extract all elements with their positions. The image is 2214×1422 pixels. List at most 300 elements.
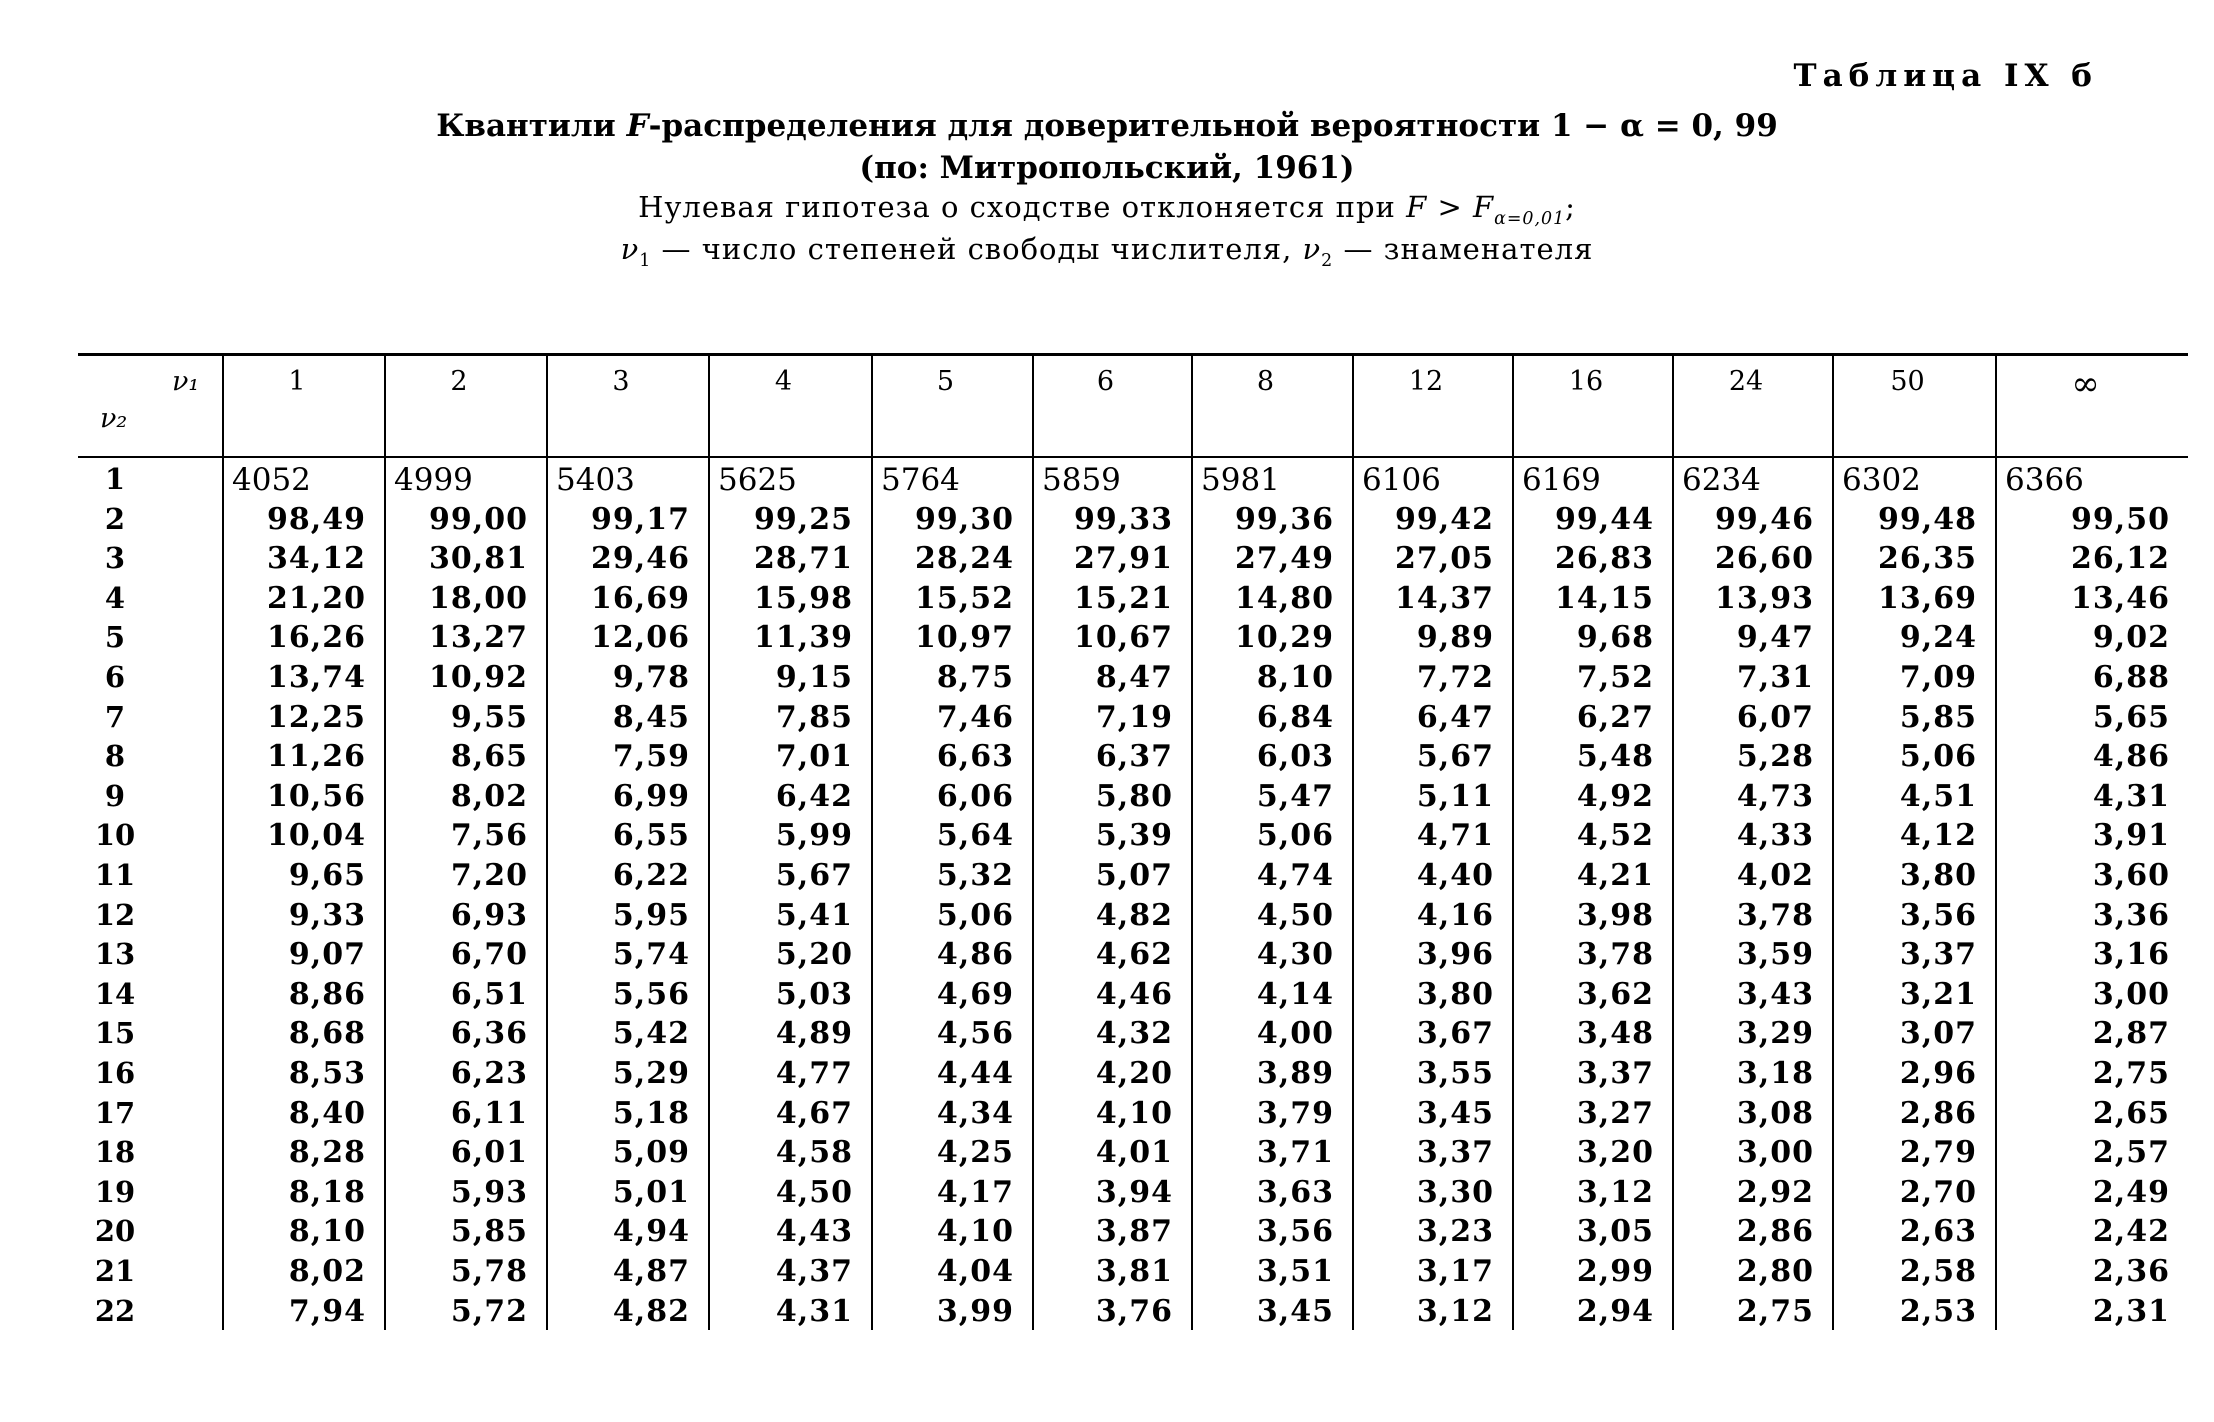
table-cell: 8,10 — [1256, 660, 1334, 695]
table-cell: 8,18 — [288, 1174, 366, 1210]
column-header: 24 — [1728, 366, 1764, 397]
table-cell: 3,36 — [2092, 897, 2170, 933]
table-cell: 99,30 — [915, 501, 1014, 537]
table-cell: 34,12 — [267, 541, 366, 577]
table-cell: 8,65 — [450, 739, 528, 775]
table-cell: 8,68 — [288, 1016, 366, 1052]
table-cell: 29,46 — [591, 541, 690, 577]
table-cell: 21,20 — [267, 580, 366, 616]
table-cell: 6,84 — [1256, 699, 1334, 735]
column-header: ∞ — [2071, 364, 2100, 404]
table-cell: 26,12 — [2071, 541, 2170, 577]
table-cell: 3,81 — [1095, 1254, 1173, 1289]
table-cell: 26,60 — [1715, 541, 1814, 577]
table-cell: 3,23 — [1416, 1214, 1494, 1250]
table-header-rule — [78, 456, 2188, 458]
table-cell: 11,39 — [754, 620, 853, 656]
table-cell: 3,18 — [1736, 1056, 1814, 1091]
row-label-nu2: 3 — [104, 541, 126, 576]
table-cell: 3,71 — [1256, 1135, 1334, 1171]
row-label-nu2: 2 — [104, 501, 126, 536]
table-cell: 7,19 — [1095, 699, 1173, 735]
table-cell: 2,70 — [1899, 1174, 1977, 1210]
table-cell: 8,47 — [1095, 660, 1173, 695]
table-title — [0, 108, 2214, 144]
column-divider — [1995, 353, 1997, 1330]
table-cell: 3,45 — [1256, 1293, 1334, 1329]
table-cell: 3,12 — [1416, 1293, 1494, 1329]
table-cell: 4,44 — [936, 1056, 1014, 1091]
table-cell: 3,76 — [1095, 1293, 1173, 1329]
row-label-nu2: 11 — [94, 858, 136, 892]
table-cell: 6,07 — [1736, 699, 1814, 735]
table-cell: 6,37 — [1095, 739, 1173, 775]
table-cell: 4,17 — [936, 1174, 1014, 1210]
table-cell: 3,07 — [1899, 1016, 1977, 1052]
table-cell: 3,96 — [1416, 937, 1494, 973]
column-header: 50 — [1890, 366, 1925, 397]
table-cell: 4,01 — [1095, 1135, 1173, 1171]
table-cell: 3,60 — [2092, 858, 2170, 893]
table-cell: 5,47 — [1256, 778, 1334, 814]
table-cell: 4,50 — [1256, 897, 1334, 933]
header-nu1-label: ν₁ — [172, 366, 200, 397]
column-header: 1 — [288, 366, 306, 397]
table-cell: 4,56 — [936, 1016, 1014, 1052]
table-cell: 7,56 — [450, 818, 528, 854]
table-cell: 14,80 — [1235, 580, 1334, 616]
table-cell: 5,03 — [775, 976, 853, 1012]
table-cell: 5859 — [1042, 462, 1121, 498]
table-cell: 11,26 — [267, 739, 366, 775]
table-cell: 3,51 — [1256, 1254, 1334, 1289]
table-cell: 4,14 — [1256, 976, 1334, 1012]
row-label-nu2: 10 — [94, 818, 136, 853]
title-prefix: Квантили — [436, 108, 627, 144]
table-cell: 4999 — [394, 462, 473, 498]
table-cell: 2,94 — [1576, 1293, 1654, 1329]
table-cell: 5981 — [1201, 462, 1280, 498]
table-cell: 2,75 — [1736, 1293, 1814, 1329]
table-cell: 3,37 — [1576, 1056, 1654, 1091]
table-cell: 4,50 — [775, 1174, 853, 1210]
table-cell: 2,36 — [2092, 1254, 2170, 1289]
table-cell: 27,91 — [1074, 541, 1173, 577]
table-cell: 8,02 — [450, 778, 528, 814]
table-cell: 6,27 — [1576, 699, 1654, 735]
table-cell: 3,37 — [1899, 937, 1977, 973]
table-cell: 3,45 — [1416, 1095, 1494, 1131]
row-label-nu2: 18 — [94, 1135, 136, 1170]
table-cell: 2,75 — [2092, 1056, 2170, 1091]
table-cell: 10,92 — [429, 660, 528, 695]
table-cell: 5,39 — [1095, 818, 1173, 854]
row-label-nu2: 6 — [104, 660, 126, 694]
table-cell: 3,29 — [1736, 1016, 1814, 1052]
table-cell: 4,00 — [1256, 1016, 1334, 1052]
table-cell: 6366 — [2005, 462, 2084, 498]
table-cell: 6,06 — [936, 778, 1014, 814]
table-cell: 3,99 — [936, 1293, 1014, 1329]
note-middle: — число степеней свободы числителя, — [651, 232, 1303, 266]
table-cell: 3,78 — [1736, 897, 1814, 933]
note-prefix: Нулевая гипотеза о сходстве отклоняется при — [638, 190, 1407, 224]
table-cell: 4,04 — [936, 1254, 1014, 1289]
row-label-nu2: 17 — [94, 1095, 136, 1130]
row-label-nu2: 15 — [94, 1016, 136, 1051]
table-cell: 99,25 — [754, 501, 853, 537]
table-top-rule — [78, 353, 2188, 356]
table-cell: 4,37 — [775, 1254, 853, 1289]
table-cell: 6169 — [1522, 462, 1601, 498]
nu2-subscript: 2 — [1321, 250, 1334, 271]
table-cell: 9,33 — [288, 897, 366, 933]
table-cell: 4,69 — [936, 976, 1014, 1012]
table-cell: 5,85 — [450, 1214, 528, 1250]
row-label-nu2: 5 — [104, 620, 126, 655]
table-cell: 5,80 — [1095, 778, 1173, 814]
table-cell: 98,49 — [267, 501, 366, 537]
table-cell: 2,80 — [1736, 1254, 1814, 1289]
table-cell: 3,27 — [1576, 1095, 1654, 1131]
row-label-nu2: 14 — [94, 976, 136, 1011]
table-cell: 4,33 — [1736, 818, 1814, 854]
table-cell: 5,56 — [612, 976, 690, 1012]
table-cell: 2,96 — [1899, 1056, 1977, 1091]
table-cell: 6,11 — [450, 1095, 528, 1131]
table-cell: 6,93 — [450, 897, 528, 933]
table-cell: 4,40 — [1416, 858, 1494, 893]
table-cell: 3,62 — [1576, 976, 1654, 1012]
table-cell: 4,02 — [1736, 858, 1814, 893]
table-cell: 7,59 — [612, 739, 690, 775]
note-alpha-subscript: α=0,01 — [1494, 208, 1566, 229]
table-cell: 5,11 — [1416, 778, 1494, 814]
table-cell: 6106 — [1362, 462, 1441, 498]
table-cell: 5,41 — [775, 897, 853, 933]
table-cell: 10,04 — [267, 818, 366, 854]
table-cell: 99,00 — [429, 501, 528, 537]
note-end: — знаменателя — [1333, 232, 1594, 266]
table-cell: 3,16 — [2092, 937, 2170, 973]
table-cell: 6,70 — [450, 937, 528, 973]
table-cell: 6,51 — [450, 976, 528, 1012]
table-cell: 4,73 — [1736, 778, 1814, 814]
table-cell: 3,94 — [1095, 1174, 1173, 1210]
table-cell: 4,51 — [1899, 778, 1977, 814]
table-cell: 6302 — [1842, 462, 1921, 498]
table-cell: 99,48 — [1878, 501, 1977, 537]
row-label-nu2: 21 — [94, 1254, 136, 1288]
table-cell: 26,35 — [1878, 541, 1977, 577]
table-cell: 99,36 — [1235, 501, 1334, 537]
table-cell: 8,75 — [936, 660, 1014, 695]
table-cell: 9,15 — [775, 660, 853, 695]
table-cell: 6,63 — [936, 739, 1014, 775]
table-cell: 3,20 — [1576, 1135, 1654, 1171]
table-cell: 5403 — [556, 462, 635, 498]
row-label-nu2: 9 — [104, 778, 126, 813]
nu2-symbol: ν — [1302, 232, 1322, 266]
table-cell: 28,24 — [915, 541, 1014, 577]
table-number-label: Таблица IX б — [1793, 58, 2098, 94]
table-cell: 12,06 — [591, 620, 690, 656]
table-cell: 28,71 — [754, 541, 853, 577]
header-nu2-label: ν₂ — [100, 403, 128, 434]
table-cell: 3,05 — [1576, 1214, 1654, 1250]
table-source: (по: Митропольский, 1961) — [859, 150, 1355, 186]
table-cell: 4,87 — [612, 1254, 690, 1289]
table-cell: 5,99 — [775, 818, 853, 854]
table-cell: 4,16 — [1416, 897, 1494, 933]
table-cell: 4,43 — [775, 1214, 853, 1250]
table-cell: 5,48 — [1576, 739, 1654, 775]
table-cell: 6,99 — [612, 778, 690, 814]
table-cell: 5,06 — [1899, 739, 1977, 775]
table-cell: 7,52 — [1576, 660, 1654, 695]
column-header: 2 — [450, 366, 468, 397]
row-label-nu2: 7 — [104, 699, 126, 734]
table-cell: 4,10 — [1095, 1095, 1173, 1131]
table-cell: 9,65 — [288, 858, 366, 893]
table-cell: 3,12 — [1576, 1174, 1654, 1210]
table-cell: 3,78 — [1576, 937, 1654, 973]
table-cell: 7,09 — [1899, 660, 1977, 695]
note-suffix: ; — [1565, 190, 1576, 224]
table-cell: 4,58 — [775, 1135, 853, 1171]
table-cell: 3,55 — [1416, 1056, 1494, 1091]
table-cell: 14,37 — [1395, 580, 1494, 616]
table-cell: 7,31 — [1736, 660, 1814, 695]
table-cell: 9,47 — [1736, 620, 1814, 656]
table-cell: 4,82 — [1095, 897, 1173, 933]
table-cell: 3,80 — [1416, 976, 1494, 1012]
row-label-nu2: 20 — [94, 1214, 136, 1249]
row-label-nu2: 13 — [94, 937, 136, 972]
table-cell: 9,89 — [1416, 620, 1494, 656]
table-cell: 27,05 — [1395, 541, 1494, 577]
column-header: 4 — [774, 366, 793, 397]
table-cell: 8,45 — [612, 699, 690, 735]
table-cell: 3,30 — [1416, 1174, 1494, 1210]
table-cell: 5,20 — [775, 937, 853, 973]
table-cell: 5,74 — [612, 937, 690, 973]
table-cell: 8,02 — [288, 1254, 366, 1289]
table-cell: 5625 — [718, 462, 797, 498]
table-cell: 4,62 — [1095, 937, 1173, 973]
degrees-of-freedom-note — [0, 232, 2214, 271]
column-header: 6 — [1096, 366, 1115, 397]
table-cell: 5,42 — [612, 1016, 690, 1052]
table-cell: 99,17 — [591, 501, 690, 537]
table-cell: 4,12 — [1899, 818, 1977, 854]
row-label-nu2: 4 — [104, 580, 126, 615]
table-cell: 5,95 — [612, 897, 690, 933]
table-cell: 4,86 — [936, 937, 1014, 973]
table-cell: 4,82 — [612, 1293, 690, 1329]
table-cell: 4,20 — [1095, 1056, 1173, 1091]
table-cell: 3,08 — [1736, 1095, 1814, 1131]
table-cell: 9,68 — [1576, 620, 1654, 656]
table-cell: 5,09 — [612, 1135, 690, 1171]
table-cell: 5,93 — [450, 1174, 528, 1210]
table-cell: 12,25 — [267, 699, 366, 735]
table-cell: 8,40 — [288, 1095, 366, 1131]
table-cell: 5,29 — [612, 1056, 690, 1091]
column-header: 16 — [1568, 366, 1604, 397]
column-header: 12 — [1408, 366, 1444, 397]
column-header: 3 — [612, 366, 630, 397]
table-cell: 4,94 — [612, 1214, 690, 1250]
table-cell: 2,65 — [2092, 1095, 2170, 1131]
table-cell: 2,63 — [1899, 1214, 1977, 1250]
table-cell: 13,46 — [2071, 580, 2170, 616]
nu1-subscript: 1 — [639, 250, 652, 271]
table-cell: 2,87 — [2092, 1016, 2170, 1052]
table-cell: 8,86 — [288, 976, 366, 1012]
table-cell: 3,89 — [1256, 1056, 1334, 1091]
table-cell: 5,01 — [612, 1174, 690, 1210]
table-cell: 2,86 — [1736, 1214, 1814, 1250]
table-cell: 4052 — [232, 462, 311, 498]
table-cell: 10,67 — [1074, 620, 1173, 656]
table-cell: 7,46 — [936, 699, 1014, 735]
table-cell: 3,00 — [1736, 1135, 1814, 1171]
null-hypothesis-note — [0, 190, 2214, 229]
table-cell: 3,79 — [1256, 1095, 1334, 1131]
table-cell: 2,53 — [1899, 1293, 1977, 1329]
table-cell: 5,67 — [775, 858, 853, 893]
table-cell: 5,06 — [1256, 818, 1334, 854]
table-cell: 5,85 — [1899, 699, 1977, 735]
table-cell: 3,87 — [1095, 1214, 1173, 1250]
table-cell: 9,55 — [450, 699, 528, 735]
table-cell: 4,46 — [1095, 976, 1173, 1012]
table-cell: 4,31 — [2092, 778, 2170, 814]
table-cell: 10,97 — [915, 620, 1014, 656]
row-label-nu2: 12 — [94, 897, 136, 932]
table-cell: 2,31 — [2092, 1293, 2170, 1329]
table-cell: 6,03 — [1256, 739, 1334, 775]
table-cell: 99,50 — [2071, 501, 2170, 537]
table-cell: 4,77 — [775, 1056, 853, 1091]
table-cell: 13,69 — [1878, 580, 1977, 616]
row-label-nu2: 16 — [94, 1056, 136, 1090]
table-cell: 99,44 — [1555, 501, 1654, 537]
table-cell: 5,32 — [936, 858, 1014, 893]
nu1-symbol: ν — [620, 232, 640, 266]
table-cell: 3,43 — [1736, 976, 1814, 1012]
table-cell: 8,53 — [288, 1056, 366, 1091]
table-cell: 6234 — [1682, 462, 1761, 498]
table-cell: 8,10 — [288, 1214, 366, 1250]
table-cell: 4,21 — [1576, 858, 1654, 893]
table-cell: 5,72 — [450, 1293, 528, 1329]
row-label-nu2: 19 — [94, 1174, 136, 1209]
table-cell: 9,07 — [288, 937, 366, 973]
table-cell: 2,42 — [2092, 1214, 2170, 1250]
table-cell: 13,27 — [429, 620, 528, 656]
table-cell: 3,00 — [2092, 976, 2170, 1012]
table-cell: 6,23 — [450, 1056, 528, 1091]
table-cell: 6,22 — [612, 858, 690, 893]
table-cell: 2,57 — [2092, 1135, 2170, 1171]
table-cell: 14,15 — [1555, 580, 1654, 616]
column-header: 5 — [936, 366, 955, 397]
table-cell: 7,94 — [288, 1293, 366, 1329]
table-cell: 3,98 — [1576, 897, 1654, 933]
table-cell: 18,00 — [429, 580, 528, 616]
table-cell: 7,01 — [775, 739, 853, 775]
table-cell: 4,92 — [1576, 778, 1654, 814]
table-cell: 3,91 — [2092, 818, 2170, 854]
note-condition: F > F — [1406, 190, 1495, 224]
table-cell: 3,63 — [1256, 1174, 1334, 1210]
table-cell: 5764 — [881, 462, 960, 498]
table-cell: 6,88 — [2092, 660, 2170, 695]
table-cell: 4,52 — [1576, 818, 1654, 854]
table-cell: 4,31 — [775, 1293, 853, 1329]
row-label-nu2: 22 — [94, 1293, 136, 1328]
table-cell: 7,72 — [1416, 660, 1494, 695]
table-cell: 26,83 — [1555, 541, 1654, 577]
table-cell: 4,71 — [1416, 818, 1494, 854]
table-cell: 4,34 — [936, 1095, 1014, 1131]
table-cell: 10,56 — [267, 778, 366, 814]
table-cell: 4,32 — [1095, 1016, 1173, 1052]
table-cell: 3,17 — [1416, 1254, 1494, 1289]
table-cell: 5,65 — [2092, 699, 2170, 735]
table-cell: 15,98 — [754, 580, 853, 616]
table-cell: 2,92 — [1736, 1174, 1814, 1210]
table-cell: 3,67 — [1416, 1016, 1494, 1052]
table-cell: 15,21 — [1074, 580, 1173, 616]
table-cell: 2,79 — [1899, 1135, 1977, 1171]
table-cell: 3,21 — [1899, 976, 1977, 1012]
table-cell: 3,56 — [1899, 897, 1977, 933]
table-cell: 3,56 — [1256, 1214, 1334, 1250]
table-cell: 16,69 — [591, 580, 690, 616]
table-cell: 6,47 — [1416, 699, 1494, 735]
table-cell: 6,55 — [612, 818, 690, 854]
table-cell: 4,25 — [936, 1135, 1014, 1171]
table-cell: 2,58 — [1899, 1254, 1977, 1289]
table-cell: 13,74 — [267, 660, 366, 695]
table-cell: 30,81 — [429, 541, 528, 577]
table-cell: 27,49 — [1235, 541, 1334, 577]
table-cell: 15,52 — [915, 580, 1014, 616]
row-label-nu2: 1 — [104, 462, 126, 496]
table-cell: 3,80 — [1899, 858, 1977, 893]
table-cell: 99,42 — [1395, 501, 1494, 537]
table-cell: 4,30 — [1256, 937, 1334, 973]
table-cell: 4,10 — [936, 1214, 1014, 1250]
table-cell: 3,48 — [1576, 1016, 1654, 1052]
table-cell: 4,67 — [775, 1095, 853, 1131]
column-header: 8 — [1256, 366, 1275, 397]
table-cell: 2,99 — [1576, 1254, 1654, 1289]
row-label-nu2: 8 — [104, 739, 126, 774]
table-cell: 10,29 — [1235, 620, 1334, 656]
table-cell: 99,33 — [1074, 501, 1173, 537]
title-suffix: -распределения для доверительной вероятности 1 − α = 0, 99 — [648, 108, 1778, 144]
table-cell: 5,28 — [1736, 739, 1814, 775]
table-cell: 5,18 — [612, 1095, 690, 1131]
table-cell: 9,02 — [2092, 620, 2170, 656]
table-cell: 3,37 — [1416, 1135, 1494, 1171]
table-cell: 4,74 — [1256, 858, 1334, 893]
table-cell: 6,01 — [450, 1135, 528, 1171]
